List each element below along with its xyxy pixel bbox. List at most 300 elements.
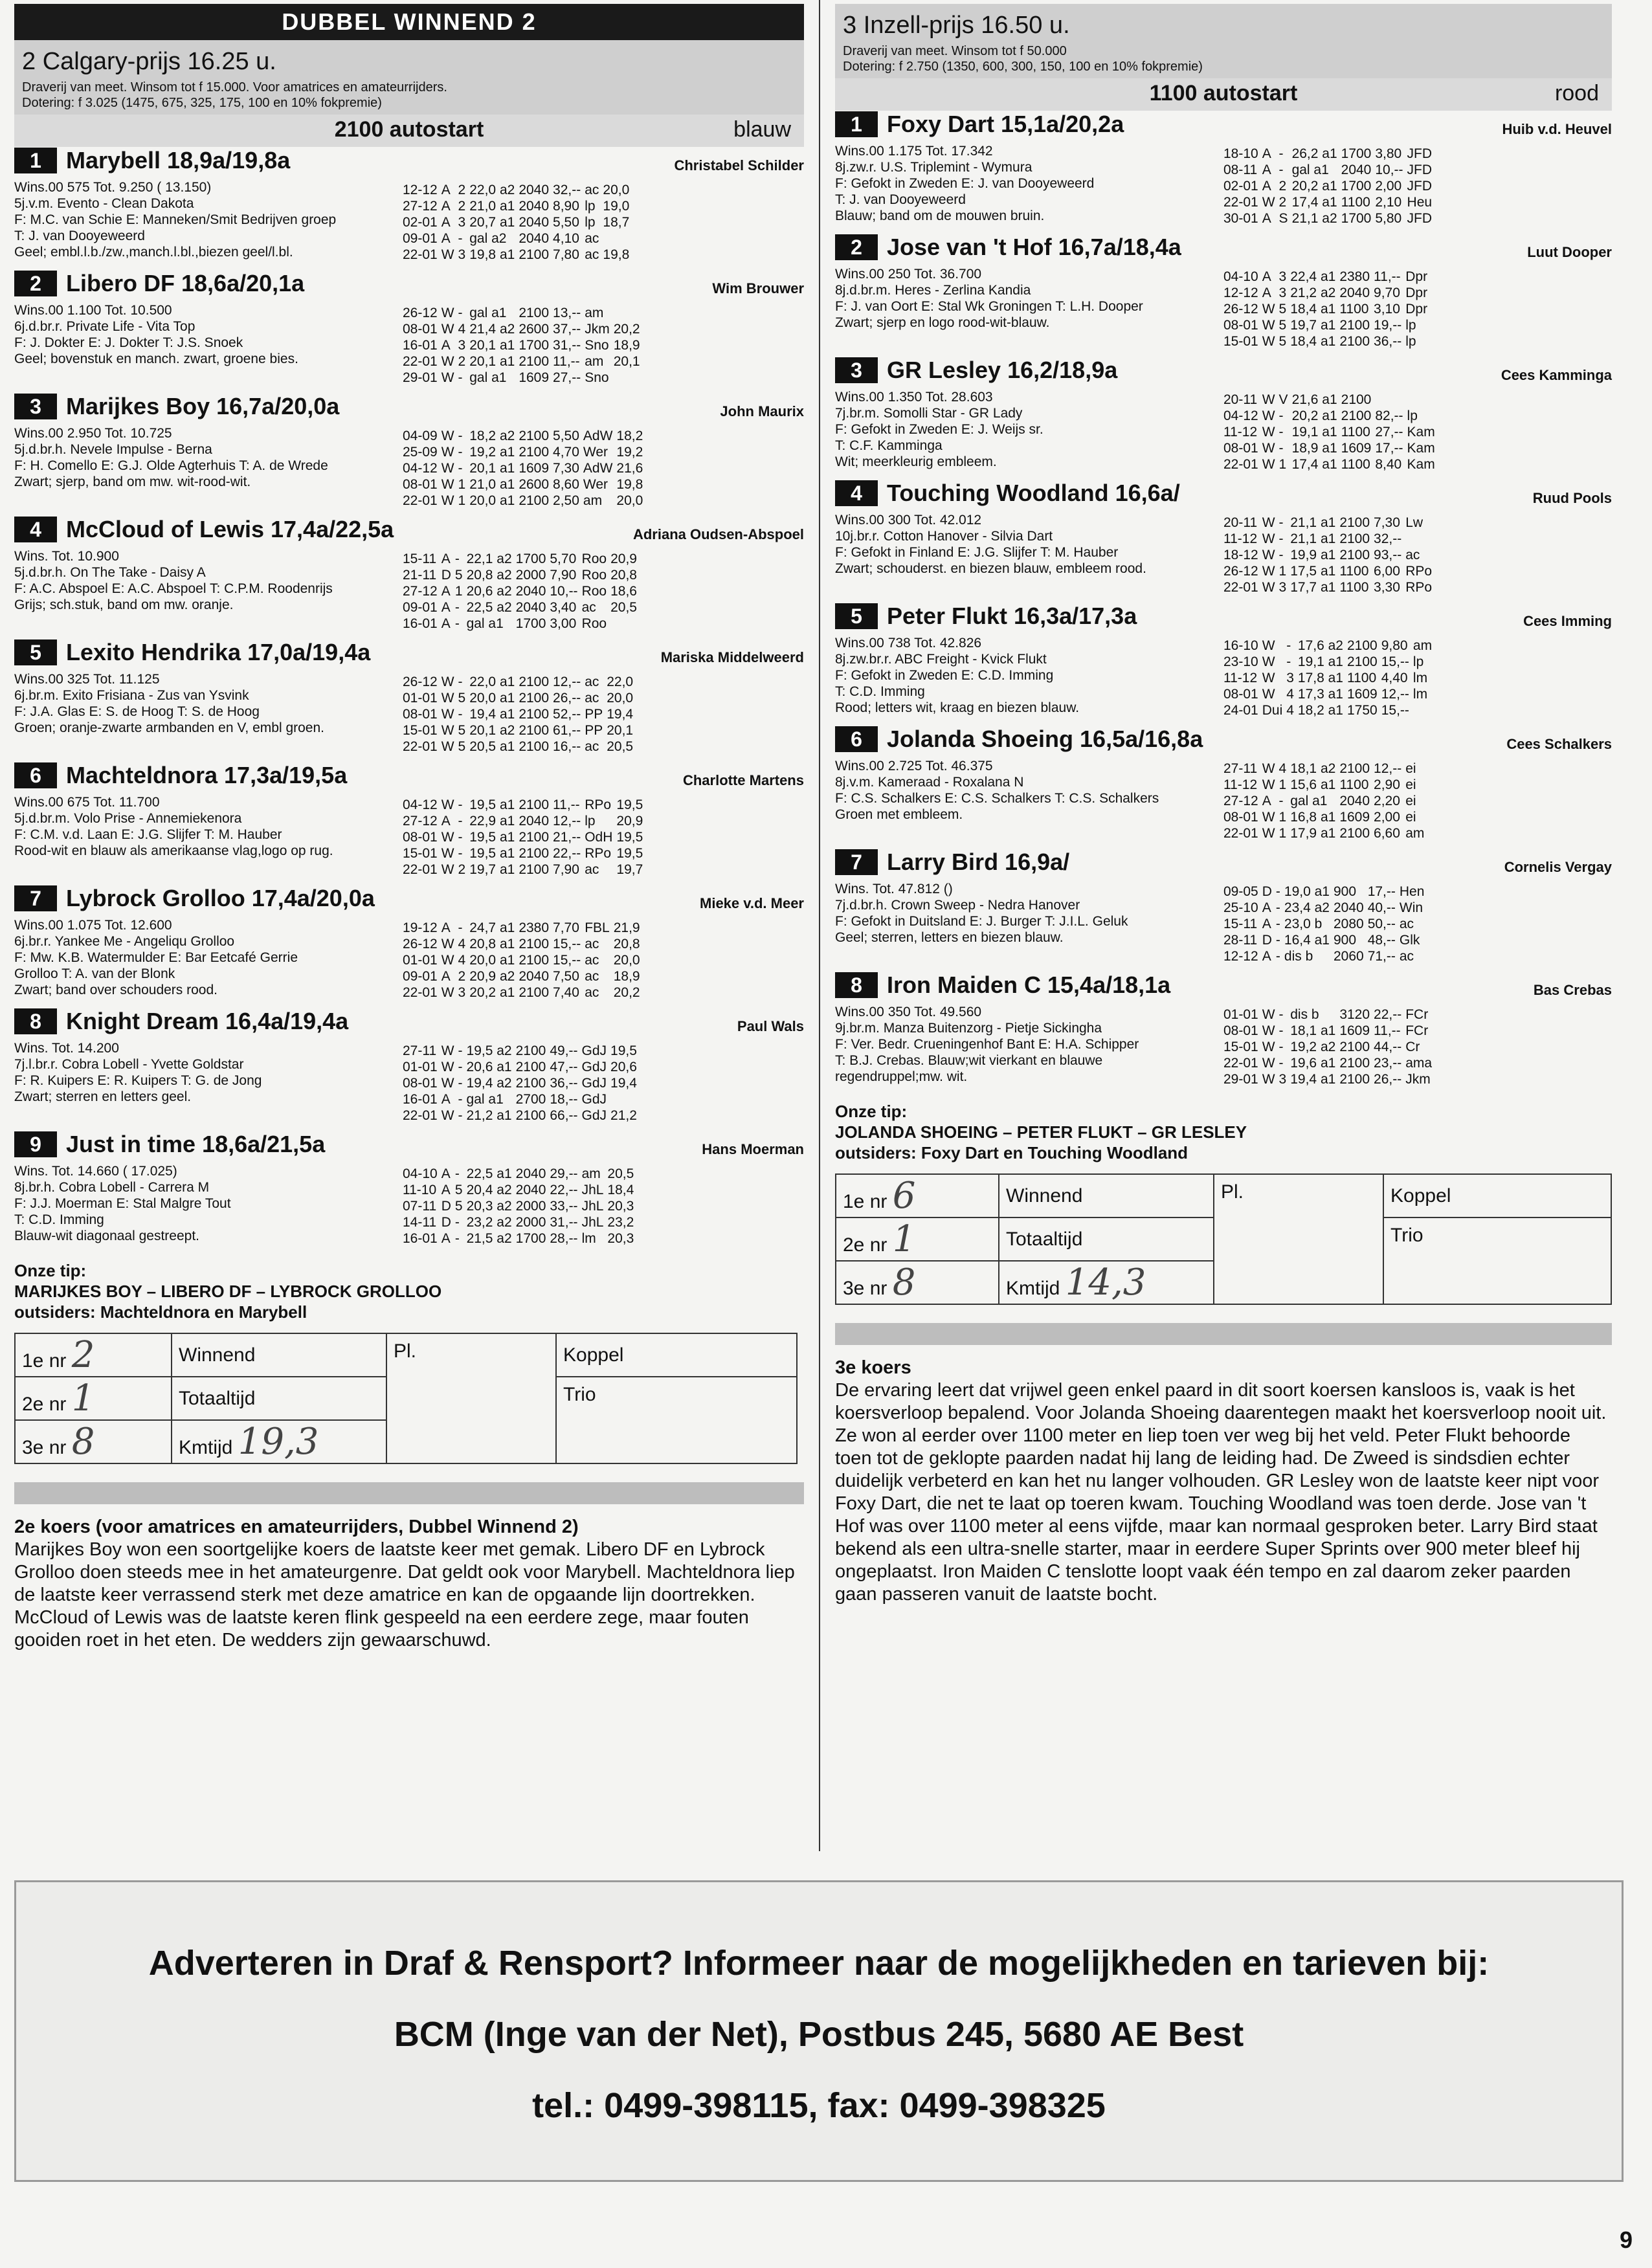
form-cell: AdW [583,461,613,476]
horse-info [14,1040,403,1105]
form-cell: A [441,969,451,984]
form-cell: 7,80 [553,247,579,262]
form-cell: 5 [454,1183,463,1197]
form-cell: 15-01 [403,846,438,861]
form-row [1223,916,1428,932]
horse-number: 7 [14,885,57,911]
horse-header [14,885,804,917]
form-row [403,862,647,878]
form-cell: 3 [1286,671,1294,685]
form-cell: GdJ [581,1076,607,1091]
horse-info-line: Zwart; sjerp en logo rood-wit-blauw. [835,315,1050,330]
horse-name: Lexito Hendrika 17,0a/19,4a [66,639,371,665]
form-cell: W [1262,777,1275,792]
form-cell: ac [585,739,599,754]
race-color: blauw [733,117,791,142]
horse-number: 5 [835,603,878,629]
slip-totaaltijd: Totaaltijd [172,1377,386,1420]
form-cell: FCr [1405,1007,1429,1022]
form-cell: W [441,461,454,476]
horse-info-line: 8j.v.m. Kameraad - Roxalana N [835,775,1024,790]
horse-info-line: Wins.00 1.350 Tot. 28.603 [835,390,993,405]
horse-info-line: Groen; oranje-zwarte armbanden en V, embl groen. [14,720,325,735]
form-cell: 5,80 [1375,211,1402,226]
form-cell: 21,0 a1 [469,477,515,492]
horse-form-table [403,1043,641,1124]
form-cell: 20,1 a1 [469,354,515,369]
tip-outsiders: outsiders: Foxy Dart en Touching Woodland [835,1143,1189,1162]
horse-form-table [403,551,641,632]
horse-trainer: Adriana Oudsen-Abspoel [632,526,804,542]
form-cell: 4 [458,953,466,968]
form-cell: A [441,600,451,615]
form-cell: D [1262,884,1272,899]
form-cell: 4 [458,322,466,337]
horse-header [14,270,804,302]
form-cell: 17,-- [1367,884,1396,899]
form-cell: am [581,1166,601,1181]
form-cell: A [441,215,451,230]
form-row [403,797,647,813]
form-cell: 2 [458,183,466,197]
form-row [403,829,647,845]
horse-name: Touching Woodland 16,6a/ [887,480,1180,506]
slip-pl: Pl. [1214,1174,1383,1304]
form-cell: 18,2 a2 [469,428,515,443]
horse-info-line: F: Mw. K.B. Watermulder E: Bar Eetcafé Gerrie [14,950,298,965]
horse-info-line: Wins.00 675 Tot. 11.700 [14,795,160,810]
form-cell: 2,10 [1375,195,1402,210]
form-cell: A [1262,146,1271,161]
form-cell: 08-01 [403,1076,438,1091]
form-row [1223,424,1439,440]
form-cell: 2,20 [1374,794,1400,808]
form-cell: 23,-- [1374,1056,1402,1071]
form-cell: 19,8 [603,247,630,262]
horse-info-line: 7j.br.m. Somolli Star - GR Lady [835,406,1023,421]
form-row [403,952,644,968]
slip-kmtijd: Kmtijd [1006,1278,1060,1299]
handwritten-number: 6 [892,1175,916,1217]
form-cell: 12,-- [553,674,581,689]
form-cell: 28,-- [550,1231,578,1246]
form-cell: 52,-- [553,707,581,722]
form-cell: 04-12 [403,461,438,476]
form-cell: 20,0 [613,953,640,968]
form-cell: ac [585,231,599,246]
form-cell: W [441,322,454,337]
form-row [403,1091,641,1107]
form-cell: Heu [1407,195,1433,210]
horse-name: Just in time 18,6a/21,5a [66,1131,326,1157]
form-cell: GdJ [581,1060,607,1074]
form-cell: Kam [1407,425,1435,439]
grey-bar [14,1482,804,1504]
form-cell: - [1275,900,1280,915]
horse-info-line: F: J. Dokter E: J. Dokter T: J.S. Snoek [14,335,243,350]
form-cell: 2100 [1341,408,1372,423]
horse-info-line: Wins.00 1.075 Tot. 12.600 [14,918,172,933]
form-cell: 3 [1278,1072,1287,1087]
horse-entry [835,480,1612,603]
form-cell: 1 [1278,457,1287,472]
slip-row-label: 3e nr [22,1437,67,1458]
form-cell: A [1262,900,1271,915]
handwritten-kmtijd: 19,3 [238,1421,319,1463]
form-cell: ac [585,247,599,262]
horse-info-line: 10j.br.r. Cotton Hanover - Silvia Dart [835,529,1053,544]
form-cell: 21,2 a2 [1290,285,1336,300]
form-cell: 31,-- [550,1215,578,1230]
form-cell: A [1262,949,1271,964]
form-cell: AdW [583,428,613,443]
form-cell: 32,-- [1374,531,1402,546]
form-cell: 12-12 [1223,285,1258,300]
form-cell: 2100 [519,691,550,706]
form-cell: am [1405,826,1425,841]
form-cell: 2100 [519,830,550,845]
form-cell: ei [1405,810,1416,825]
form-cell: - [458,814,463,828]
form-cell: 2040 [519,969,550,984]
form-cell: gal a1 [466,1092,504,1107]
form-cell: 19,7 [616,862,643,877]
horse-header [835,480,1612,512]
form-cell [610,616,641,632]
form-cell: 22-01 [1223,1056,1258,1071]
form-cell: 2,00 [1374,810,1400,825]
form-cell: 22-01 [403,862,438,877]
form-cell: 22,0 [607,674,634,689]
form-cell: 20,5 [607,739,634,754]
tip-label: Onze tip: [835,1102,908,1121]
form-cell: 20,9 a2 [469,969,515,984]
form-cell: 9,80 [1381,638,1408,653]
form-cell: 2100 [519,937,550,951]
form-cell: - [1286,638,1291,653]
form-cell: W [441,354,454,369]
form-cell: 1 [454,584,463,599]
form-cell: 2100 [1341,392,1372,407]
form-cell: 11,-- [553,354,580,369]
race-purse: Dotering: f 3.025 (1475, 675, 325, 175, 100 en 10% fokpremie) [22,96,382,110]
horse-info-line: Wins.00 575 Tot. 9.250 ( 13.150) [14,180,212,195]
form-cell: 2,00 [1375,179,1402,194]
form-row [403,599,641,616]
form-cell: W [1262,1040,1275,1054]
form-cell: 08-01 [1223,318,1258,333]
form-cell: 16-01 [403,616,438,631]
form-cell: 02-01 [403,215,438,230]
form-row [403,230,633,247]
form-cell: W [1262,548,1275,562]
race-distance-row [835,78,1612,111]
form-cell: 5 [1278,302,1287,317]
form-cell: W [1262,1056,1275,1071]
form-cell: 17,4 a1 [1291,195,1337,210]
form-cell: 61,-- [553,723,581,738]
form-cell: - [454,1231,460,1246]
form-cell: 27,-- [1375,425,1403,439]
horse-info-line: 8j.br.h. Cobra Lobell - Carrera M [14,1180,210,1195]
form-cell: 4,70 [553,445,579,460]
advertisement-box [14,1880,1624,2182]
slip-kmtijd: Kmtijd [179,1437,233,1458]
form-cell: - [458,674,463,689]
form-cell: 25-09 [403,445,438,460]
form-cell: 29-01 [403,370,438,385]
form-row [403,690,637,706]
form-row [1223,392,1439,408]
form-cell: - [454,551,460,566]
form-cell: 19,2 a1 [469,445,515,460]
form-cell: 19,1 a1 [1297,654,1343,669]
form-cell: 22,9 a1 [469,814,515,828]
horse-trainer: Charlotte Martens [682,772,804,788]
form-cell: 5 [1278,318,1287,333]
form-cell: gal a1 [1291,162,1329,177]
form-cell: am [1412,638,1433,653]
race-conditions: Draverij van meet. Winsom tot f 15.000. Voor amatrices en amateurrijders. [22,80,447,94]
form-cell: A [441,920,451,935]
form-cell: 19,5 [616,797,643,812]
form-cell: FBL [585,920,610,935]
form-cell: PP [585,723,603,738]
form-cell: 93,-- [1374,548,1402,562]
form-cell: W [441,428,454,443]
form-cell: 2040 [519,814,550,828]
form-cell: W [441,1076,454,1091]
form-cell: 19,8 a1 [469,247,515,262]
form-cell: 04-09 [403,428,438,443]
form-cell: 08-01 [1223,687,1258,702]
horse-info-line: Zwart; band over schouders rood. [14,983,218,997]
form-cell: 20,4 a2 [466,1183,512,1197]
form-cell: A [441,183,451,197]
form-cell: 2100 [519,953,550,968]
horse-header [835,603,1612,635]
horse-form-table [1223,884,1428,964]
form-cell: 26-12 [1223,302,1258,317]
form-cell: 1700 [515,551,546,566]
form-row [403,706,637,722]
form-cell: ac [585,937,599,951]
form-row [403,1075,641,1091]
horse-info-line: F: Gefokt in Zweden E: J. Weijs sr. [835,422,1044,437]
form-cell: 1 [1278,826,1287,841]
form-cell: ac [1399,949,1414,964]
slip-row-label: 2e nr [22,1394,67,1415]
form-cell: A [1262,269,1271,284]
form-cell: Jkm [585,322,610,337]
horse-info-line: Zwart; sterren en letters geel. [14,1089,192,1104]
form-cell: 10,-- [550,584,578,599]
form-row [403,845,647,862]
form-cell: 27-12 [403,199,438,214]
horse-form-table [1223,392,1439,472]
horse-form-table [1223,269,1431,350]
form-cell: 22-01 [1223,195,1258,210]
form-cell: 20,2 [613,985,640,1000]
form-row [1223,809,1428,825]
form-row [403,1107,641,1124]
form-cell: W [1262,826,1275,841]
form-row [403,739,637,755]
form-cell: - [458,1108,463,1123]
horse-info [835,512,1223,577]
form-cell [614,370,644,386]
form-cell: lp [585,199,596,214]
form-cell: 19,4 a1 [1290,1072,1336,1087]
form-cell: 5 [1278,334,1287,349]
form-cell: ac [585,969,599,984]
horse-entry [14,1008,804,1131]
form-row [403,968,644,984]
form-cell: ama [1405,1056,1433,1071]
form-cell: 18,2 a1 [1297,703,1343,718]
tip-outsiders: outsiders: Machteldnora en Marybell [14,1302,307,1322]
form-row [1223,884,1428,900]
form-cell [1407,392,1439,408]
form-cell: W [441,937,454,951]
form-cell: W [441,985,454,1000]
slip-trio: Trio [1383,1217,1611,1304]
horse-info-line: F: J.J. Moerman E: Stal Malgre Tout [14,1196,231,1211]
horse-name: McCloud of Lewis 17,4a/22,5a [66,516,394,542]
horse-info-line: Geel; embl.l.b./zw.,manch.l.bl.,biezen geel/l.bl. [14,245,293,260]
horse-entry [14,762,804,885]
form-cell: W [441,674,454,689]
horse-number: 2 [14,271,57,296]
form-cell: 09-01 [403,231,438,246]
form-cell: 1700 [1341,146,1372,161]
form-cell: Glk [1399,933,1420,948]
horse-name: Machteldnora 17,3a/19,5a [66,762,348,788]
form-cell: 20,5 [610,600,637,615]
horse-form-table [403,674,637,755]
form-cell: 30-01 [1223,211,1258,226]
horse-trainer: Wim Brouwer [712,280,804,296]
horse-entry [14,1131,804,1254]
form-cell: W [1262,1072,1275,1087]
horse-entry [14,516,804,639]
betting-slip [835,1173,1612,1305]
horse-header [835,234,1612,266]
form-cell: 2100 [1347,638,1378,653]
form-cell: 26-12 [403,306,438,320]
form-cell: RPo [585,797,612,812]
horse-info-line: T: B.J. Crebas. Blauw;wit vierkant en blauwe [835,1053,1103,1068]
form-cell: 2100 [519,428,550,443]
form-cell [610,1091,641,1107]
grey-bar [835,1323,1612,1345]
form-cell: 19,5 [616,846,643,861]
horse-header [14,147,804,179]
form-cell: Hen [1399,884,1425,899]
form-cell: 22-01 [403,354,438,369]
form-cell: 2,90 [1374,777,1400,792]
form-cell: 22,4 a1 [1290,269,1336,284]
form-cell: gal a1 [469,306,507,320]
form-cell: ac [1405,548,1420,562]
form-row [1223,178,1436,194]
form-cell: JhL [581,1215,604,1230]
form-cell: 2700 [515,1092,546,1107]
form-cell: 1 [1278,777,1287,792]
form-cell: 2060 [1333,949,1364,964]
form-cell: 2040 [515,584,546,599]
form-cell: 20,6 a1 [466,1060,512,1074]
form-cell: 23,4 a2 [1284,900,1330,915]
form-cell: - [458,306,463,320]
form-row [1223,317,1431,333]
form-cell: A [441,616,451,631]
form-cell: 2100 [519,797,550,812]
form-cell: JhL [581,1199,604,1214]
form-cell: 08-01 [403,707,438,722]
horse-info-line: F: Gefokt in Zweden E: C.D. Imming [835,668,1054,683]
form-row [403,493,647,509]
race-distance: 2100 autostart [334,117,484,142]
horse-number: 6 [835,726,878,752]
form-cell: 16-10 [1223,638,1258,653]
horse-info-line: 7j.l.br.r. Cobra Lobell - Yvette Goldstar [14,1057,244,1072]
form-cell: 4 [1286,703,1294,718]
horse-list [835,111,1612,1095]
horse-header [14,516,804,548]
form-cell: 3 [458,985,466,1000]
horse-entry [14,639,804,762]
form-cell: 1 [458,493,466,508]
horse-info-line: Wins.00 2.950 Tot. 10.725 [14,426,172,441]
horse-header [14,393,804,425]
horse-info-line: regendruppel;mw. wit. [835,1069,968,1084]
form-cell: 3 [458,338,466,353]
horse-name: Jose van 't Hof 16,7a/18,4a [887,234,1181,260]
form-cell: 22,5 a1 [466,1166,512,1181]
form-row [1223,670,1436,686]
form-cell: JFD [1407,162,1433,177]
form-cell: 12-12 [1223,949,1258,964]
horse-info-line: 5j.d.br.h. Nevele Impulse - Berna [14,442,212,457]
form-cell: 1100 [1339,580,1369,595]
form-cell: - [1275,884,1280,899]
form-cell: 14-11 [403,1215,437,1230]
form-cell: 19,7 a1 [469,862,515,877]
form-cell: W [1262,515,1275,530]
form-cell: Wer [583,477,608,492]
horse-trainer: Mariska Middelweerd [660,649,804,665]
form-cell: W [441,1108,454,1123]
horse-header [835,357,1612,389]
form-cell: W [441,691,454,706]
form-row [1223,686,1436,702]
race-title: 2 Calgary-prijs 16.25 u. [22,48,276,75]
form-cell: 16,8 a1 [1290,810,1336,825]
tip-picks: JOLANDA SHOEING – PETER FLUKT – GR LESLEY [835,1122,1247,1142]
form-cell: 11,-- [1374,269,1401,284]
form-row [403,551,641,567]
horse-name: Larry Bird 16,9a/ [887,849,1070,875]
form-row [403,616,641,632]
ad-line-2: BCM (Inge van der Net), Postbus 245, 5680 AE Best [394,2015,1244,2054]
form-cell: 1609 [1347,687,1378,702]
form-cell: W [441,306,454,320]
horse-form-table [403,305,644,386]
form-cell: - [458,370,463,385]
form-cell: 3 [1278,269,1287,284]
horse-trainer: Cornelis Vergay [1504,859,1612,875]
